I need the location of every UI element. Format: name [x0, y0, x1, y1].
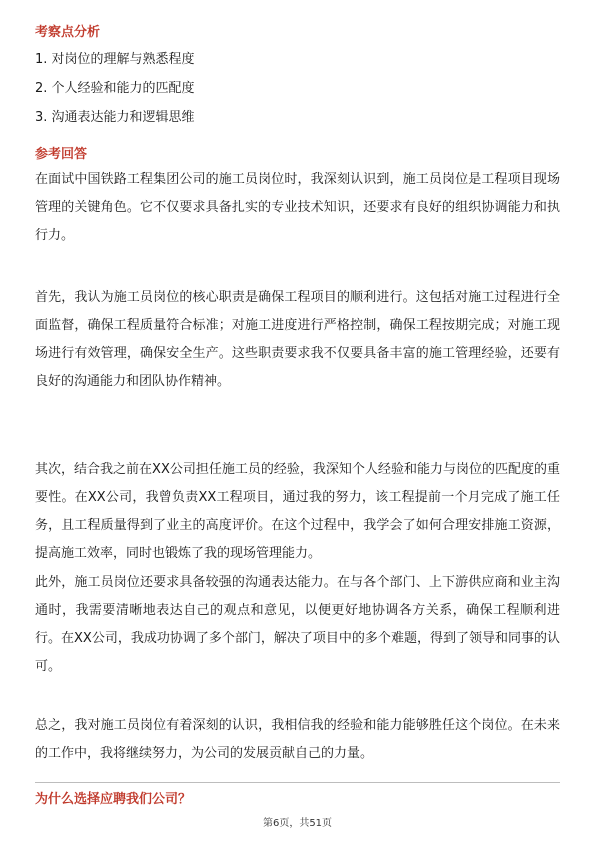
- answer-paragraph-2: 首先，我认为施工员岗位的核心职责是确保工程项目的顺利进行。这包括对施工过程进行全面监督，确保工程质量符合标准；对施工进度进行严格控制，确保工程按期完成；对施工现场进行有效管理，确保安全生产。这些职责要求我不仅要具备丰富的施工管理经验，还要有良好的沟通能力和团队协作精神。: [35, 290, 560, 389]
- analysis-item-2: 2. 个人经验和能力的匹配度: [35, 81, 195, 96]
- answer-paragraph-1: 在面试中国铁路工程集团公司的施工员岗位时，我深刻认识到，施工员岗位是工程项目现场管理的关键角色。它不仅要求具备扎实的专业技术知识，还要求有良好的组织协调能力和执行力。: [35, 172, 560, 243]
- analysis-item-3: 3. 沟通表达能力和逻辑思维: [35, 110, 195, 125]
- answer-heading: 参考回答: [35, 147, 88, 162]
- page-number: 第6页，共51页: [262, 818, 333, 829]
- answer-paragraph-4: 此外，施工员岗位还要求具备较强的沟通表达能力。在与各个部门、上下游供应商和业主沟通时，我需要清晰地表达自己的观点和意见，以便更好地协调各方关系，确保工程顺利进行。在XX公司，我成功协调了多个部门，解决了项目中的多个难题，得到了领导和同事的认可。: [35, 575, 560, 674]
- analysis-item-1: 1. 对岗位的理解与熟悉程度: [35, 52, 195, 67]
- next-question-heading: 为什么选择应聘我们公司？: [35, 792, 192, 807]
- answer-paragraph-5: 总之，我对施工员岗位有着深刻的认识，我相信我的经验和能力能够胜任这个岗位。在未来的工作中，我将继续努力，为公司的发展贡献自己的力量。: [35, 718, 560, 761]
- answer-paragraph-3: 其次，结合我之前在XX公司担任施工员的经验，我深知个人经验和能力与岗位的匹配度的重要性。在XX公司，我曾负责XX工程项目，通过我的努力，该工程提前一个月完成了施工任务，且工程质量得到了业主的高度评价。在这个过程中，我学会了如何合理安排施工资源，提高施工效率，同时也锻炼了我的现场管理能力。: [35, 462, 560, 561]
- analysis-heading: 考察点分析: [35, 25, 101, 40]
- section-divider: [35, 782, 560, 783]
